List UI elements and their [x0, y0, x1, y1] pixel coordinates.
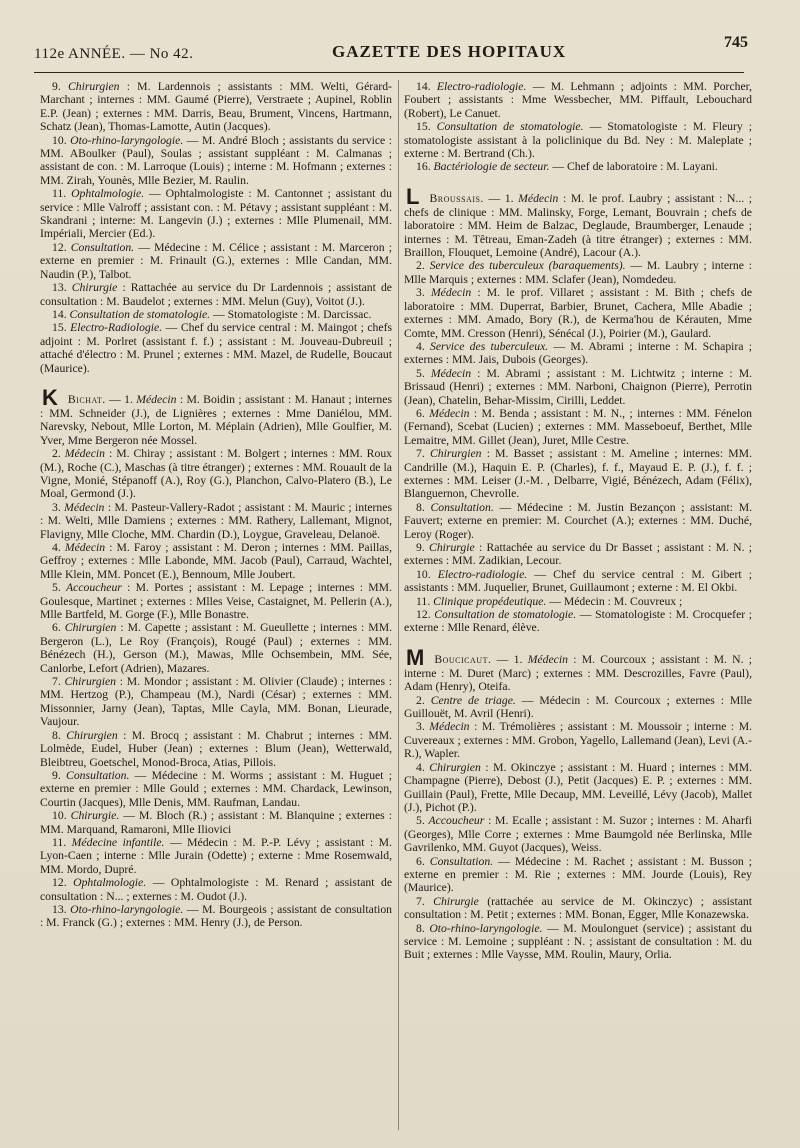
entry-number: 5.	[416, 366, 425, 380]
entry-number: 3.	[416, 720, 425, 734]
entry-text: : M. le prof. Laubry ; assistant : N... ; chefs de clinique : MM. Malinsky, Forge, Lemant, Bouvrain ; chefs de laboratoire : MM. Heim de Balzac, Deglaude, Braumberger, Lenaude ; internes : M. Têtreau, Eman-Zadeh (à titre étranger) ; externes : MM. Braillon, Flouquet, Lemoine (André), Lacour (A.).	[404, 191, 753, 260]
entry-title: Consultation de stomatologie.	[434, 608, 577, 622]
entry-text: — M. André Bloch ; assistants du service : MM. ABoulker (Paul), Soulas ; assistant suppléant : M. Calmanas ; assistant de con. : M. Larroque (Louis) ; interne : M. Hofmann ; externes : MM. Zirah, Younès, Mlle Bezier, M. Raulin.	[40, 133, 393, 187]
service-entry	[404, 340, 752, 367]
entry-number: 9.	[52, 80, 61, 93]
left-column	[40, 80, 392, 930]
service-entry	[40, 581, 392, 621]
entry-text: — M. Abrami ; interne : M. Schapira ; externes : MM. Jais, Dubois (Georges).	[404, 339, 753, 367]
service-entry	[40, 281, 392, 308]
entry-title: Médecin	[527, 652, 568, 666]
service-entry	[404, 595, 752, 608]
entry-text: : M. Ecalle ; assistant : M. Suzor ; internes : M. Aharfi (Georges), Mlle Corre ; externes : Mme Baumgold née Berlinska, Mlle Gavrilenko, MM. Guyot (Jacques), Weiss.	[404, 814, 753, 855]
entry-number: — 1.	[109, 392, 133, 406]
entry-text: (rattachée au service de M. Okinczyc) ; assistant consultation : M. Petit ; externes : MM. Bonan, Egger, Mlle Konazewska.	[404, 894, 752, 922]
entry-number: 9.	[52, 768, 61, 782]
entry-title: Consultation de stomatologie.	[69, 307, 211, 321]
entry-text: : M. Brocq ; assistant : M. Chabrut ; internes : MM. Lolmède, Eudel, Huber (Jean) ; externes : Blum (Jean), Wetterwald, Bleibtreu, Goetschel, Monod-Broca, Atias, Pillois.	[40, 728, 393, 769]
entry-title: Consultation.	[430, 500, 494, 514]
entry-number: 15.	[416, 120, 431, 134]
entry-title: Consultation.	[66, 768, 130, 782]
entry-text: : M. Trémolières ; assistant : M. Moussoir ; interne : M. Cuvereaux ; externes : MM. Grobon, Yagello, Lallemand (Jean), Levi (A.-R.), Wapler.	[404, 720, 753, 761]
entry-number: 10.	[52, 809, 67, 823]
entry-text: — M. Moulonguet (service) ; assistant du service : M. Lemoine ; suppléant : N. ; assistant de consultation : M. du Buit ; externes : Mlle Vaysse, MM. Roulin, Maury, Orlia.	[404, 921, 753, 962]
entry-title: Service des tuberculeux.	[430, 339, 549, 353]
service-entry	[40, 876, 392, 903]
service-entry	[404, 160, 752, 173]
entry-number: 3.	[416, 286, 425, 300]
entry-title: Chirurgien	[429, 760, 481, 774]
entry-text: — Stomatologiste : M. Fleury ; stomatologiste assistant à la policlinique du Bd. Ney : M. Maleplate ; externe : M. Bertrand (Ch.).	[404, 120, 753, 161]
service-entry	[404, 761, 752, 815]
entry-number: 12.	[52, 240, 67, 254]
entry-text: : M. le prof. Villaret ; assistant : M. Bith ; chefs de laboratoire : MM. Duperrat, Barbier, Brunet, Cachera, Mlle Abadie ; externes : MM. Amado, Bory (R.), de Kerma'hou de Kérauten, Mme Comte, MM. Cresson (Henri), Sénécal (J.), Poirier (M.), Gaulard.	[404, 286, 753, 340]
entry-title: Médecin	[64, 447, 105, 461]
entry-number: 15.	[52, 321, 67, 335]
hospital-name: Bichat.	[67, 392, 106, 406]
section-boucicaut	[404, 644, 753, 962]
entry-title: Accoucheur	[428, 814, 485, 828]
entry-text: : M. Mondor ; assistant : M. Olivier (Claude) ; internes : MM. Hertzog (P.), Champeau (M.), Nardi (César) ; externes : MM. Missonnier, Jarny (Jean), Taptas, Mlle Cayla, MM. Bonan, Lieurade, Vaujour.	[40, 675, 393, 729]
service-entry	[40, 80, 392, 134]
service-entry	[404, 694, 752, 721]
section-letter: K	[42, 384, 58, 410]
entry-title: Chirurgie	[71, 281, 118, 295]
service-entry	[40, 541, 392, 581]
entry-text: — M. Bourgeois ; assistant de consultation : M. Franck (G.) ; externes : MM. Henry (J.), de Person.	[40, 902, 393, 930]
entry-number: 7.	[416, 894, 425, 908]
entry-number: 6.	[416, 406, 425, 420]
service-entry	[404, 447, 752, 501]
entry-title: Consultation de stomatologie.	[436, 120, 584, 134]
entry-number: 12.	[52, 876, 67, 890]
service-entry	[40, 729, 392, 769]
entry-text: : M. Pasteur-Vallery-Radot ; assistant : M. Mauric ; internes : M. Welti, Mlle Damiens ; externes : MM. Rathery, Lallemant, Mignot, Flavigny, Mlle Cloche, MM. Chardin (D.), Loygue, Graveleau, Delanoë.	[40, 500, 393, 541]
hospital-name: Boucicaut.	[434, 652, 492, 666]
entry-number: 8.	[416, 921, 425, 935]
entry-text: : M. Basset ; assistant : M. Ameline ; internes: MM. Candrille (M.), Haquin E. P. (Charles), f. f., Mayaud E. P. (J.), f. f. ; externes : MM. Leiser (J.-M. , Delbarre, Vigié, Bénézech, Adam (Félix), Blanguernon, Chevrolle.	[404, 447, 752, 501]
entry-title: Chirurgie	[433, 894, 479, 908]
entry-title: Médecin	[429, 720, 470, 734]
entry-number: 6.	[416, 854, 425, 868]
entry-text: — M. Lehmann ; adjoints : MM. Porcher, Foubert ; assistants : Mme Wessbecher, MM. Piffault, Lebouchard (Robert), Le Canuet.	[404, 80, 753, 120]
entry-text: — Chef de laboratoire : M. Layani.	[552, 160, 718, 174]
section-letter: L	[406, 183, 420, 209]
service-entry	[404, 720, 752, 760]
entry-text: — Médecine : M. Célice ; assistant : M. Marceron ; externe en premier : M. Frinault (G.), externes : Mlle Candan, MM. Naudin (P.), Talbot.	[40, 240, 393, 281]
entry-title: Electro-radiologie.	[437, 567, 528, 581]
entry-text: : Rattachée au service du Dr Basset ; assistant : M. N. ; externes : MM. Zadikian, Lecour.	[404, 541, 753, 568]
entry-text: : M. Chiray ; assistant : M. Bolgert ; internes : MM. Roux (M.), Roche (C.), Maschas (à titre étranger) ; externes : MM. Rouault de la Vigne, Monié, Stépanoff (A.), Roy (G.), Planchon, Calvo-Platero (B.), Le Moal, Germond (J.).	[40, 447, 393, 501]
entry-text: : Rattachée au service du Dr Lardennois ; assistant de consultation : M. Baudelot ; externes : MM. Melun (Guy), Voitot (J.).	[40, 281, 392, 308]
entry-title: Consultation.	[70, 240, 135, 254]
entry-title: Ophtalmologie.	[73, 876, 147, 890]
continued-section	[40, 80, 392, 375]
entry-number: — 1.	[496, 652, 523, 666]
entry-title: Médecin	[64, 500, 105, 514]
entry-number: 3.	[52, 500, 61, 514]
service-entry	[40, 384, 393, 447]
entry-title: Clinique propédeutique.	[433, 594, 547, 608]
entry-title: Bactériologie de secteur.	[433, 160, 550, 174]
entry-number: 14.	[416, 80, 431, 93]
entry-text: : M. Abrami ; assistant : M. Lichtwitz ; interne : M. Brissaud (Henri) ; externes : MM. Narboni, Chaignon (Pierre), Perrotin (Jean), Chatelin, Behar-Missim, Cirilli, Leddet.	[404, 366, 753, 407]
service-entry	[40, 187, 392, 241]
service-entry	[40, 447, 392, 501]
entry-title: Médecin	[64, 541, 106, 554]
page-header	[34, 34, 748, 73]
entry-text: — Médecin : M. Couvreux ;	[549, 594, 683, 608]
entry-text: — Médecine : M. Worms ; assistant : M. Huguet ; externe en premier : Mlle Gould ; externes : MM. Chardack, Lewinson, Courtin (Jacques), Mlle Denis, MM. Raufman, Landau.	[40, 768, 393, 809]
service-entry	[404, 568, 752, 595]
entry-number: 7.	[52, 675, 61, 689]
service-entry	[404, 183, 753, 260]
entry-text: — Stomatologiste : M. Crocquefer ; externe : Mlle Renard, élève.	[404, 608, 753, 635]
entry-title: Chirurgien	[429, 447, 482, 461]
entry-title: Electro-radiologie.	[436, 80, 527, 93]
entry-number: 10.	[416, 567, 431, 581]
publication-title: GAZETTE DES HOPITAUX	[332, 42, 567, 61]
entry-text: : M. Okinczye ; assistant : M. Huard ; internes : MM. Champagne (Pierre), Debost (J.), Petit (Jacques) E. P. ; externes : MM. Guillain (Paul), Frette, Mlle Decaup, MM. Leveillé, Lévy (Jacob), Mallet (J.), Pichot (P.).	[404, 760, 753, 814]
entry-text: — Ophtalmologiste : M. Cantonnet ; assistant du service : Mlle Valroff ; assistant con. : M. Pétavy ; assistant suppléant : M. Skandrani ; interne: M. Langevin (J.) ; externes : Mlle Plumenail, MM. Impériali, Mercier (Ed.).	[40, 187, 392, 241]
entry-title: Accoucheur	[66, 581, 122, 595]
entry-title: Oto-rhino-laryngologie.	[429, 921, 543, 935]
entry-title: Chirurgien	[67, 80, 120, 93]
entry-title: Médecine infantile.	[71, 835, 165, 849]
service-entry	[40, 134, 392, 188]
entry-number: 13.	[52, 902, 67, 916]
entry-text: : M. Portes ; assistant : M. Lepage ; internes : MM. Goulesque, Martinet ; externes : Mlles Veise, Castaignet, M. Pellerin (A.), Mlle Bartfeld, M. Gorge (F.), Mlle Bonastre.	[40, 581, 393, 622]
entry-title: Médecin	[430, 366, 472, 380]
entry-title: Médecin	[429, 406, 470, 420]
issue-label: 112e ANNÉE. — No 42.	[34, 46, 194, 62]
entry-number: 10.	[52, 133, 67, 147]
right-column	[404, 80, 752, 962]
entry-title: Centre de triage.	[430, 693, 516, 707]
entry-title: Oto-rhino-laryngologie.	[70, 902, 184, 916]
service-entry	[40, 321, 392, 375]
entry-text: — Ophtalmologiste : M. Renard ; assistant de consultation : N... ; externes : M. Oudot (J.).	[40, 876, 393, 903]
entry-text: : M. Lardennois ; assistants : MM. Welti, Gérard-Marchant ; internes : MM. Gaumé (Pierre), Verstraete ; Aupinel, Roblin E.P. (Jean) ; externes : MM. Darris, Beau, Brument, Vincens, Hartmann, Schatz (Jean), Thomas-Lamotte, Autin (Jacques).	[40, 80, 393, 134]
entry-number: 5.	[52, 581, 61, 595]
service-entry	[40, 621, 392, 675]
service-entry	[40, 501, 392, 541]
hospital-name: Broussais.	[429, 191, 484, 205]
service-entry	[404, 407, 752, 447]
entry-number: 8.	[416, 500, 425, 514]
service-entry	[404, 259, 752, 286]
service-entry	[40, 675, 392, 729]
entry-title: Chirurgien	[64, 675, 117, 689]
service-entry	[404, 80, 752, 120]
entry-title: Chirurgien	[64, 621, 117, 635]
entry-number: 6.	[52, 621, 61, 635]
entry-text: : M. Faroy ; assistant : M. Deron ; internes : MM. Paillas, Geffroy ; externes : Mlle Labonde, MM. Jacob (Paul), Carraud, Wachtel, Mlle Klein, MM. Poncet (E.), Bennoum, Mlle Joubert.	[40, 541, 393, 581]
page-number: 745	[724, 34, 748, 51]
entry-number: 4.	[416, 339, 425, 353]
service-entry	[40, 241, 392, 281]
entry-title: Ophtalmologie.	[71, 187, 145, 201]
entry-text: : M. Boidin ; assistant : M. Hanaut ; internes : MM. Schneider (J.), de Lignières ; externes : Mme Daniélou, MM. Narevsky, Nebout, Mlle Lorton, M. Méplain (Adrien), Mlle Goulfier, M. Yver, Mme Bergeron née Mossel.	[40, 392, 393, 447]
entry-title: Chirurgien	[66, 728, 118, 742]
entry-text: — Chef du service central : M. Maingot ; chefs adjoint : M. Porlret (assistant f. f.) ; assistant : M. Jouveau-Dubreuil ; attaché d'électro : M. Prunel ; externes : MM. Mazel, de Rudelle, Boucaut (Maurice).	[40, 321, 393, 375]
entry-number: 7.	[416, 447, 425, 461]
entry-text: — Stomatologiste : M. Darcissac.	[213, 307, 372, 321]
entry-title: Chirurgie.	[70, 809, 120, 823]
entry-number: 11.	[416, 594, 431, 608]
entry-number: 12.	[416, 608, 431, 622]
service-entry	[404, 644, 753, 694]
continued-section	[404, 80, 752, 174]
entry-number: 14.	[52, 307, 67, 321]
service-entry	[404, 608, 752, 635]
service-entry	[40, 769, 392, 809]
service-entry	[40, 308, 392, 321]
entry-number: 13.	[52, 281, 67, 295]
entry-number: 11.	[52, 187, 67, 201]
entry-text: — M. Bloch (R.) ; assistant : M. Blanquine ; externes : MM. Marquand, Ramaroni, Mlle Iliovici	[40, 809, 393, 836]
service-entry	[404, 895, 752, 922]
entry-text: — M. Laubry ; interne : Mlle Marquis ; externes : MM. Sclafer (Jean), Nomdedeu.	[404, 259, 752, 286]
entry-text: — Médecin : M. Courcoux ; externes : Mlle Guillouët, M. Avril (Henri).	[404, 693, 752, 721]
entry-title: Oto-rhino-laryngologie.	[70, 133, 184, 147]
entry-title: Chirurgie	[429, 541, 475, 554]
entry-title: Electro-Radiologie.	[70, 321, 163, 335]
service-entry	[404, 541, 752, 568]
service-entry	[40, 809, 392, 836]
entry-text: — Médecine : M. Justin Bezançon ; assistant: M. Fauvert; externe en premier: M. Courchet (A.); externes : MM. Duché, Leroy (Roger).	[404, 500, 753, 541]
entry-text: : M. Courcoux ; assistant : M. N. ; interne : M. Duret (Marc) ; externes : MM. Descrozilles, Favre (Paul), Adam (Henry), Oteifa.	[404, 652, 753, 694]
entry-number: 2.	[416, 693, 425, 707]
entry-text: : M. Benda ; assistant : M. N., ; internes : MM. Fénelon (Fernand), Scebat (Lucien) ; externes : MM. Masseboeuf, Berthet, Mlle Lemaitre, MM. Gillet (Jean), Juret, Mlle Cestre.	[404, 406, 753, 447]
entry-number: 8.	[52, 728, 61, 742]
service-entry	[404, 120, 752, 160]
entry-text: — Médecin : M. P.-P. Lévy ; assistant : M. Lyon-Caen ; interne : Mlle Jurain (Odette) ; externe : Mme Rosemwald, MM. Mordo, Dupré.	[40, 835, 392, 876]
service-entry	[404, 814, 752, 854]
entry-text: — Chef du service central : M. Gibert ; assistants : MM. Juquelier, Brunet, Guillaumont ; externe : M. El Okbi.	[404, 567, 752, 595]
service-entry	[404, 367, 752, 407]
entry-number: 4.	[416, 760, 425, 774]
service-entry	[404, 501, 752, 541]
entry-title: Consultation.	[429, 854, 494, 868]
entry-number: 9.	[416, 541, 425, 554]
section-broussais	[404, 183, 753, 635]
section-letter: M	[406, 644, 425, 670]
entry-text: : M. Capette ; assistant : M. Gueullette ; internes : MM. Bergeron (L.), Le Roy (François), Rougé (Paul) ; externes : MM. Bénézech (H.), Gerson (M.), Mawas, Mlle Ochsembein, MM. Sée, Canlorbe, Lefort (Adrien), Mazares.	[40, 621, 393, 675]
service-entry	[404, 922, 752, 962]
entry-number: 2.	[52, 447, 61, 461]
entry-number: 4.	[52, 541, 61, 554]
entry-number: — 1.	[488, 191, 514, 205]
entry-title: Service des tuberculeux (baraquements).	[429, 259, 626, 273]
service-entry	[404, 855, 752, 895]
service-entry	[40, 903, 392, 930]
entry-title: Médecin	[430, 286, 472, 300]
entry-title: Médecin	[518, 191, 559, 205]
entry-title: Médecin	[136, 392, 177, 406]
service-entry	[40, 836, 392, 876]
service-entry	[404, 286, 752, 340]
entry-number: 16.	[416, 160, 431, 174]
column-divider	[398, 80, 399, 1130]
entry-text: — Médecine : M. Rachet ; assistant : M. Busson ; externe en premier : M. Rie ; externes : MM. Jourde (Louis), Rey (Maurice).	[404, 854, 753, 895]
section-bichat	[40, 384, 393, 930]
entry-number: 5.	[416, 814, 425, 828]
entry-number: 11.	[52, 835, 67, 849]
entry-number: 2.	[416, 259, 425, 273]
